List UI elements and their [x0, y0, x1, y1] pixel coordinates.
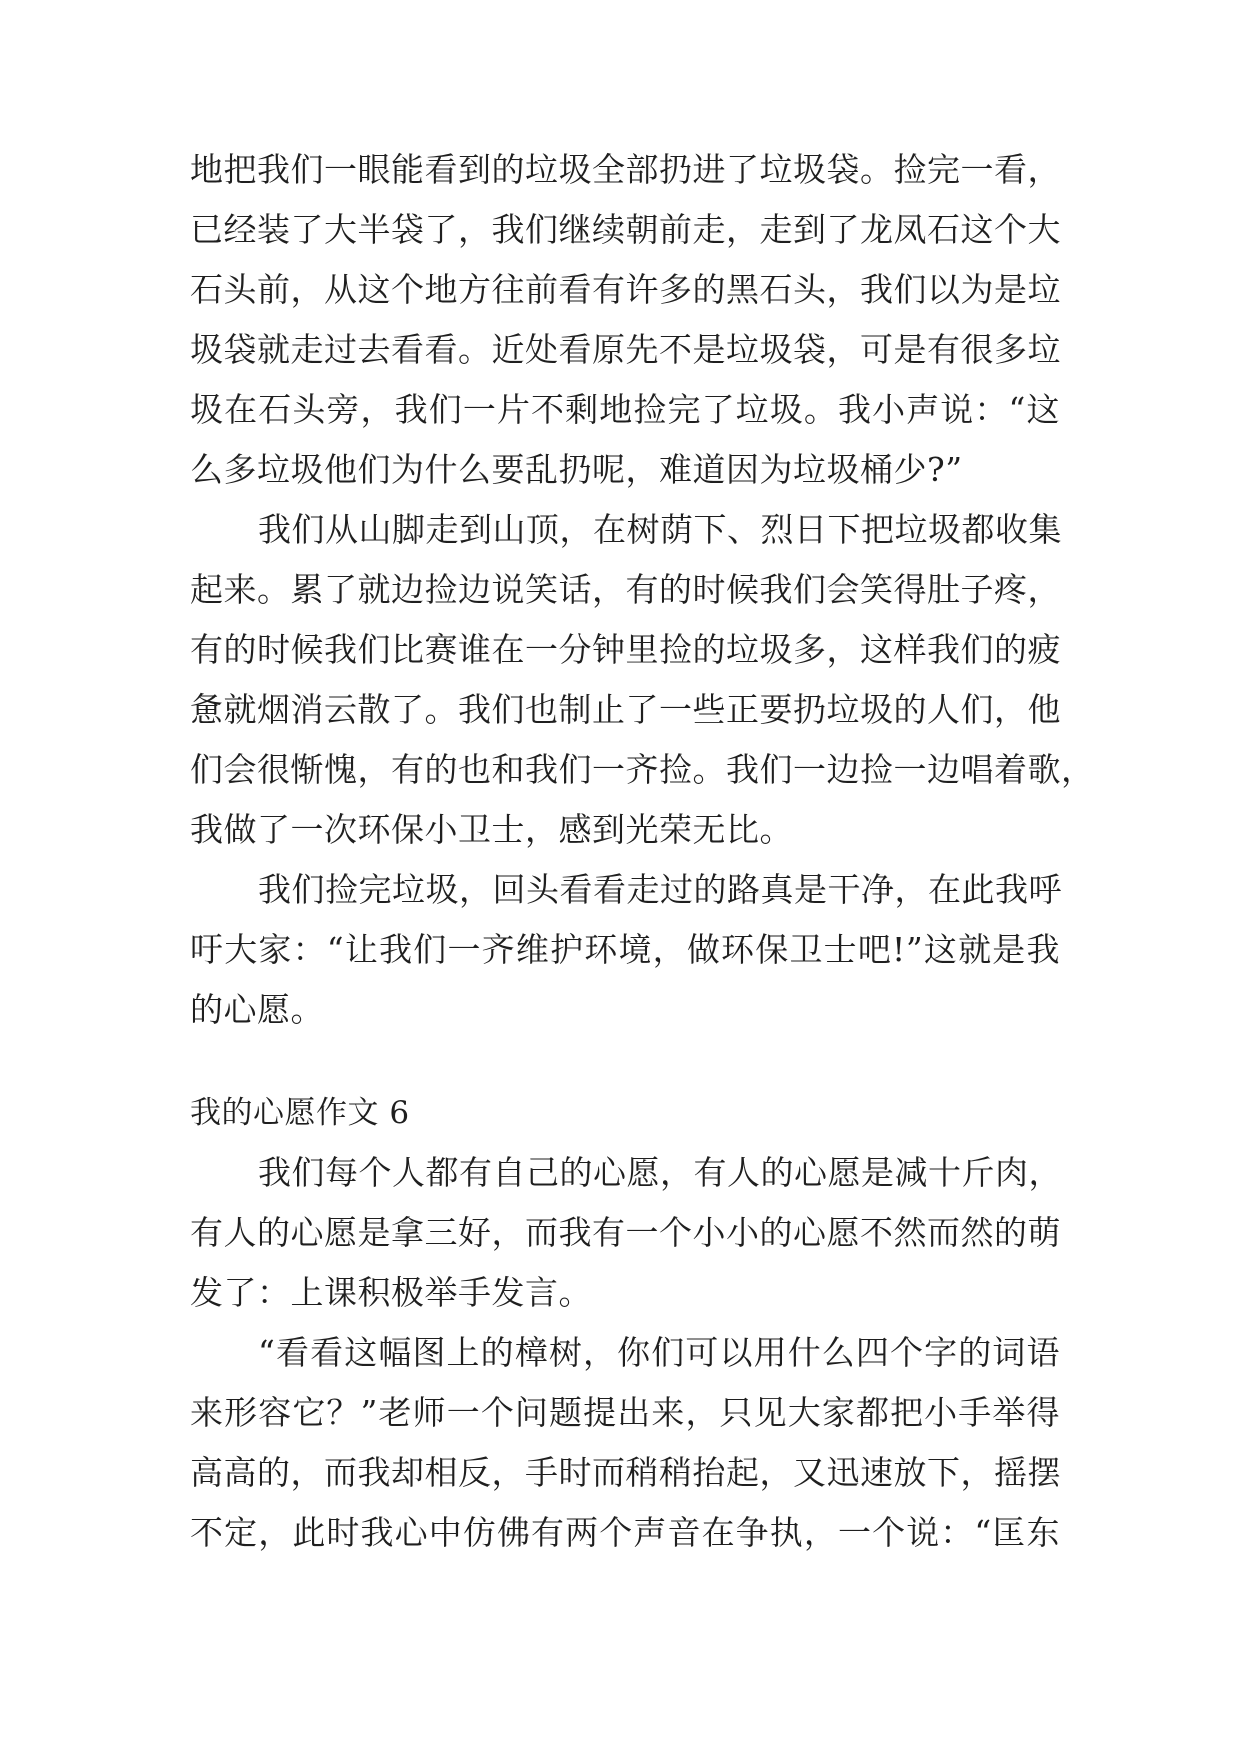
essay-line: 高高的，而我却相反，手时而稍稍抬起，又迅速放下，摇摆 — [190, 1453, 1061, 1492]
essay-line: 发了：上课积极举手发言。 — [190, 1273, 592, 1312]
essay-line: 们会很惭愧，有的也和我们一齐捡。我们一边捡一边唱着歌， — [190, 750, 1095, 789]
essay-line: 地把我们一眼能看到的垃圾全部扔进了垃圾袋。捡完一看， — [190, 150, 1061, 189]
essay-line: 惫就烟消云散了。我们也制止了一些正要扔垃圾的人们，他 — [190, 690, 1061, 729]
essay-line: 来形容它？”老师一个问题提出来，只见大家都把小手举得 — [190, 1393, 1060, 1432]
essay-line: 的心愿。 — [190, 990, 324, 1029]
essay-line: 起来。累了就边捡边说笑话，有的时候我们会笑得肚子疼， — [190, 570, 1061, 609]
essay-line: 我们从山脚走到山顶，在树荫下、烈日下把垃圾都收集 — [258, 510, 1062, 549]
essay-line: “看看这幅图上的樟树，你们可以用什么四个字的词语 — [258, 1333, 1060, 1372]
essay-line: 圾袋就走过去看看。近处看原先不是垃圾袋，可是有很多垃 — [190, 330, 1061, 369]
essay-line: 么多垃圾他们为什么要乱扔呢，难道因为垃圾桶少?” — [190, 450, 963, 489]
essay-title: 我的心愿作文 6 — [190, 1095, 410, 1131]
essay-line: 我们每个人都有自己的心愿，有人的心愿是减十斤肉， — [258, 1153, 1062, 1192]
essay-line: 吁大家：“让我们一齐维护环境，做环保卫士吧!”这就是我 — [190, 930, 1060, 969]
essay-line: 圾在石头旁，我们一片不剩地捡完了垃圾。我小声说：“这 — [190, 390, 1060, 429]
essay-line: 我们捡完垃圾，回头看看走过的路真是干净，在此我呼 — [258, 870, 1062, 909]
essay-line: 有的时候我们比赛谁在一分钟里捡的垃圾多，这样我们的疲 — [190, 630, 1061, 669]
essay-line: 石头前，从这个地方往前看有许多的黑石头，我们以为是垃 — [190, 270, 1061, 309]
essay-line: 已经装了大半袋了，我们继续朝前走，走到了龙凤石这个大 — [190, 210, 1061, 249]
essay-line: 有人的心愿是拿三好，而我有一个小小的心愿不然而然的萌 — [190, 1213, 1061, 1252]
essay-line: 不定，此时我心中仿佛有两个声音在争执，一个说：“匡东 — [190, 1513, 1060, 1552]
essay-line: 我做了一次环保小卫士，感到光荣无比。 — [190, 810, 793, 849]
